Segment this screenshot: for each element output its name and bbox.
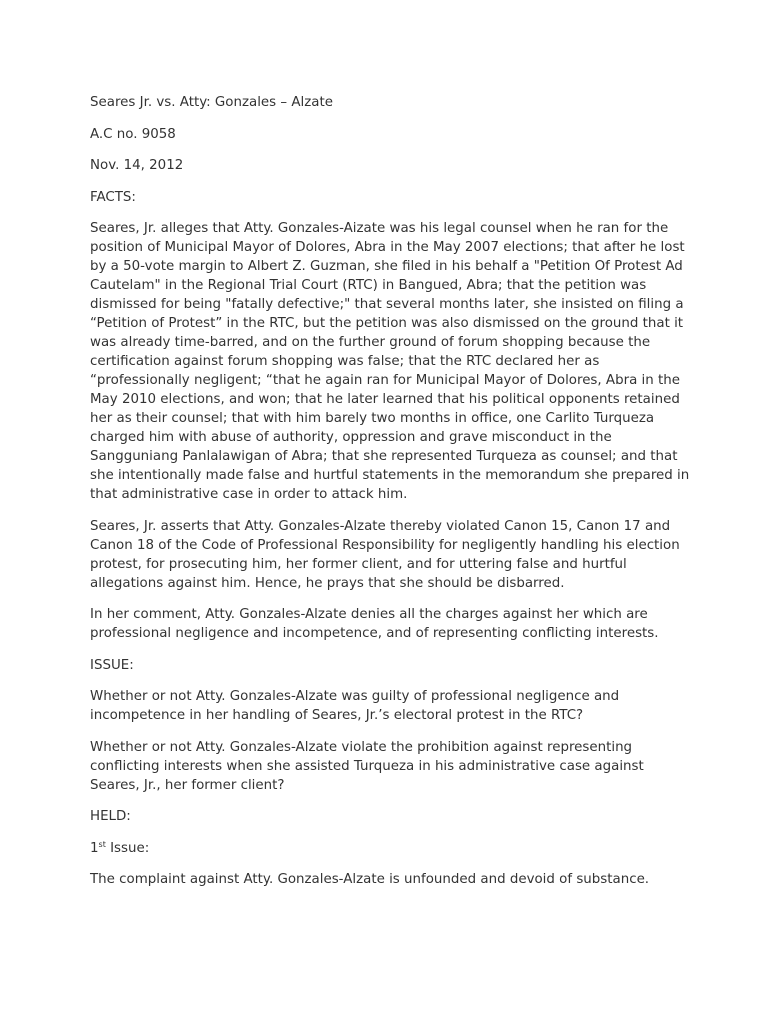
- first-issue-heading: [90, 839, 690, 858]
- facts-paragraph-2: Seares, Jr. asserts that Atty. Gonzales-Alzate thereby violated Canon 15, Canon 17 and Canon 18 of the Code of Professional Responsibility for negligently handling his election protest, for prosecuting him, her former client, and for uttering false and hurtful allegations against him. Hence, he prays that she should be disbarred.: [90, 518, 680, 591]
- case-date: Nov. 14, 2012: [90, 158, 184, 173]
- facts-paragraph-1: Seares, Jr. alleges that Atty. Gonzales-Aizate was his legal counsel when he ran for the position of Municipal Mayor of Dolores, Abra in the May 2007 elections; that after he lost by a 50-vote margin to Albert Z. Guzman, she filed in his behalf a "Petition Of Protest Ad Cautelam" in the Regional Trial Court (RTC) in Bangued, Abra; that the petition was dismissed for being "fatally defective;" that several months later, she insisted on filing a “Petition of Protest” in the RTC, but the petition was also dismissed on the ground that it was already time-barred, and on the further ground of forum shopping because the certification against forum shopping was false; that the RTC declared her as “professionally negligent; “that he again ran for Municipal Mayor of Dolores, Abra in the May 2010 elections, and won; that he later learned that his political opponents retained her as their counsel; that with him barely two months in office, one Carlito Turqueza charged him with abuse of authority, oppression and grave misconduct in the Sangguniang Panlalawigan of Abra; that she represented Turqueza as counsel; and that she intentionally made false and hurtful statements in the memorandum she prepared in that administrative case in order to attack him.: [90, 221, 690, 502]
- facts-heading: FACTS:: [90, 189, 136, 205]
- facts-paragraph-3: In her comment, Atty. Gonzales-Alzate denies all the charges against her which are professional negligence and incompetence, and of representing conflicting interests.: [90, 607, 659, 641]
- first-issue-number: 1: [90, 840, 99, 856]
- first-issue-label: Issue:: [105, 840, 150, 856]
- issue-1: Whether or not Atty. Gonzales-Alzate was guilty of professional negligence and incompetence in her handling of Seares, Jr.’s electoral protest in the RTC?: [90, 689, 620, 723]
- held-paragraph-1: The complaint against Atty. Gonzales-Alzate is unfounded and devoid of substance.: [90, 872, 650, 887]
- document-page: [90, 93, 690, 902]
- held-heading: HELD:: [90, 809, 131, 824]
- case-number: A.C no. 9058: [90, 126, 176, 142]
- case-title: Seares Jr. vs. Atty: Gonzales – Alzate: [90, 95, 333, 110]
- issue-heading: ISSUE:: [90, 657, 134, 673]
- first-issue-suffix: st: [98, 839, 106, 849]
- issue-2: Whether or not Atty. Gonzales-Alzate violate the prohibition against representing conflicting interests when she assisted Turqueza in his administrative case against Seares, Jr., her former client?: [90, 739, 644, 793]
